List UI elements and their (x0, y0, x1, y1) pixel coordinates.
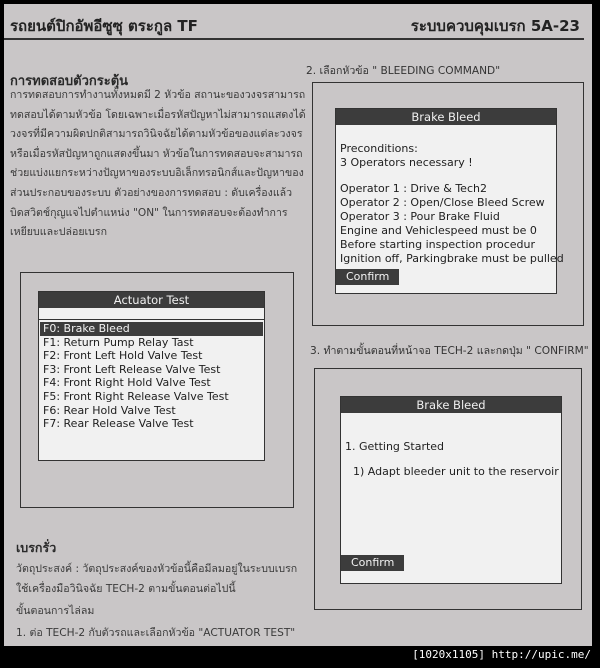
menu-item-f6[interactable]: F6: Rear Hold Valve Test (43, 403, 176, 417)
screen-line: Operator 3 : Pour Brake Fluid (340, 210, 500, 223)
paragraph-line: ส่วนประกอบของระบบ ตัวอย่างของการทดสอบ : ดับเครื่องแล้ว (10, 186, 293, 199)
brake-bleed-screen-1 (335, 108, 564, 294)
screen-line: Before starting inspection procedur (340, 238, 535, 251)
confirm-button-2[interactable]: Confirm (341, 555, 404, 571)
paragraph-line: ช่วยแบ่งแยกระหว่างปัญหาของระบบอิเล็กทรอนิกส์และปัญหาของ (10, 167, 304, 180)
screen-line: Operator 2 : Open/Close Bleed Screw (340, 196, 545, 209)
step3-text: 3. ทำตามขั้นตอนที่หน้าจอ TECH-2 และกดปุ่ม " CONFIRM" (310, 345, 589, 357)
brake-section-title: เบรกรั่ว (16, 540, 57, 555)
adapt-bleeder-line: 1) Adapt bleeder unit to the reservoir (353, 465, 559, 478)
step2-text: 2. เลือกหัวข้อ " BLEEDING COMMAND" (306, 65, 501, 77)
purpose-line-2: ใช้เครื่องมือวินิจฉัย TECH-2 ตามขั้นตอนต่อไปนี้ (16, 583, 236, 595)
title-separator (39, 308, 264, 320)
brake-bleed-title-2: Brake Bleed (341, 397, 561, 413)
header-right-title: ระบบควบคุมเบรก 5A-23 (410, 17, 580, 35)
screen-line: 3 Operators necessary ! (340, 156, 473, 169)
header-left-title: รถยนต์ปิกอัพอีซูซุ ตระกูล TF (10, 17, 198, 35)
actuator-figure-frame (20, 272, 294, 508)
menu-item-f3[interactable]: F3: Front Left Release Valve Test (43, 362, 221, 376)
paragraph-line: ทดสอบได้ตามหัวข้อ โดยเฉพาะเมื่อรหัสปัญหาไม่สามารถแสดงได้ (10, 108, 306, 121)
paragraph-line: บิดสวิตช์กุญแจไปตำแหน่ง "ON" ในการทดสอบจะต้องทำการ (10, 206, 288, 219)
confirm-button-1[interactable]: Confirm (336, 269, 399, 285)
actuator-screen (38, 291, 265, 461)
purpose-line-1: วัตถุประสงค์ : วัตถุประสงค์ของหัวข้อนี้คือมีลมอยู่ในระบบเบรก (16, 563, 298, 575)
menu-item-f7[interactable]: F7: Rear Release Valve Test (43, 417, 194, 431)
brake-bleed-title-1: Brake Bleed (336, 109, 556, 125)
header-rule (4, 38, 584, 40)
procedure-title: ขั้นตอนการไล่ลม (16, 605, 95, 617)
screen-line: Engine and Vehiclespeed must be 0 (340, 224, 537, 237)
procedure-step-1: 1. ต่อ TECH-2 กับตัวรถและเลือกหัวข้อ "ACTUATOR TEST" (16, 627, 296, 639)
section-title: การทดสอบตัวกระตุ้น (10, 74, 129, 89)
brake-bleed-screen-2 (340, 396, 562, 584)
menu-item-f5[interactable]: F5: Front Right Release Valve Test (43, 390, 229, 403)
section-paragraph (10, 86, 306, 243)
menu-item-f4[interactable]: F4: Front Right Hold Valve Test (43, 376, 211, 390)
menu-item-f0[interactable]: F0: Brake Bleed (40, 322, 263, 336)
getting-started-line: 1. Getting Started (345, 440, 445, 453)
paragraph-line: วงจรที่มีความผิดปกติสามารถวินิจฉัยได้ตามหัวข้อของแต่ละวงจร (10, 128, 303, 141)
step2-figure-frame (312, 82, 584, 326)
manual-page (4, 4, 592, 646)
step3-figure-frame (314, 368, 582, 610)
menu-item-f1[interactable]: F1: Return Pump Relay Tast (43, 335, 194, 349)
menu-item-f2[interactable]: F2: Front Left Hold Valve Test (43, 349, 203, 363)
screen-line: Operator 1 : Drive & Tech2 (340, 182, 487, 195)
screen-line: Ignition off, Parkingbrake must be pulled (340, 252, 564, 265)
screen-line: Preconditions: (340, 142, 418, 155)
image-size-watermark: [1020x1105] http://upic.me/ (409, 647, 594, 662)
actuator-screen-title: Actuator Test (39, 292, 264, 308)
paragraph-line: การทดสอบการทำงานทั้งหมดมี 2 หัวข้อ สถานะของวงจรสามารถ (10, 89, 306, 101)
paragraph-line: หรือเมื่อรหัสปัญหาถูกแสดงขึ้นมา หัวข้อในการทดสอบจะสามารถ (10, 147, 303, 160)
paragraph-line: เหยียบและปล่อยเบรก (10, 226, 107, 239)
